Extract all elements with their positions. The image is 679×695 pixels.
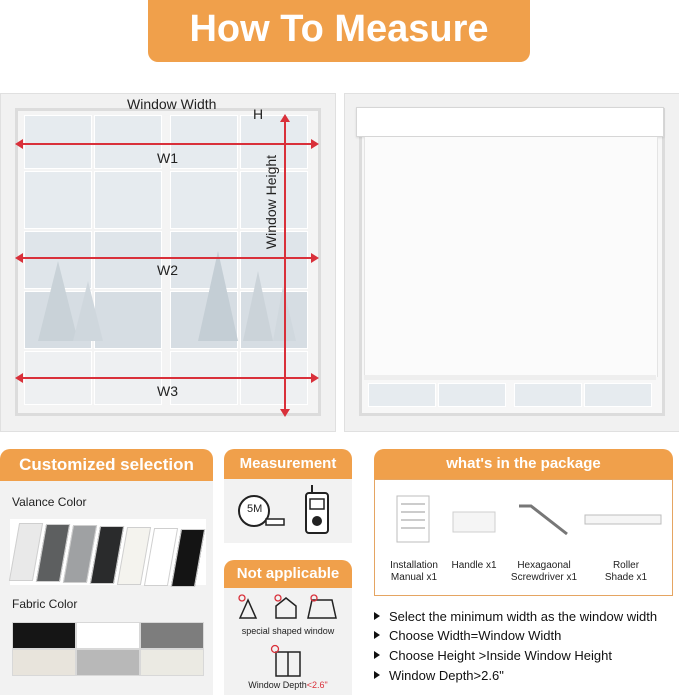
- laser-meter-icon: [304, 483, 330, 537]
- measurement-header: Measurement: [224, 449, 352, 479]
- instruction-2: [374, 628, 561, 643]
- valance-color-samples: [10, 519, 206, 585]
- bullet-arrow-icon: [374, 651, 380, 659]
- window-depth-caption-text: Window Depth: [248, 680, 307, 690]
- window-height-label: Window Height: [263, 154, 279, 250]
- window-diagram-panel: [0, 93, 336, 432]
- w2-line: [21, 257, 311, 259]
- w3-line: [21, 377, 311, 379]
- instruction-4: [374, 668, 504, 683]
- height-top-arrow: [280, 114, 290, 122]
- fabric-color-swatch: [76, 622, 140, 649]
- fabric-color-swatch: [12, 622, 76, 649]
- not-applicable-box: [224, 588, 352, 695]
- w1-label: W1: [157, 150, 178, 166]
- w2-left-arrow: [15, 253, 23, 263]
- instruction-1-text: Select the minimum width as the window width: [389, 609, 658, 624]
- w2-right-arrow: [311, 253, 319, 263]
- handle-icon: [451, 508, 497, 536]
- instruction-3-text: Choose Height >Inside Window Height: [389, 648, 612, 663]
- w1-left-arrow: [15, 139, 23, 149]
- instruction-4-text: Window Depth>2.6": [389, 668, 504, 683]
- shade-window-pane: [438, 383, 506, 407]
- hex-screwdriver-icon: [515, 502, 571, 538]
- package-item-3-line-1: Hexagaonal: [517, 560, 571, 571]
- not-applicable-header: Not applicable: [224, 560, 352, 588]
- fabric-color-samples: [12, 622, 204, 674]
- height-bottom-arrow: [280, 409, 290, 417]
- roller-shade-fabric: [364, 137, 658, 377]
- fabric-color-swatch: [140, 649, 204, 676]
- shade-window-pane: [584, 383, 652, 407]
- instruction-3: [374, 648, 612, 663]
- measurement-box: [224, 479, 352, 543]
- package-item-2: [447, 560, 501, 572]
- fabric-color-swatch: [140, 622, 204, 649]
- w2-label: W2: [157, 262, 178, 278]
- window-pane: [24, 171, 92, 229]
- shaped-window-icons: [236, 594, 340, 622]
- window-pane: [24, 115, 92, 169]
- customized-selection-header: Customized selection: [0, 449, 213, 481]
- customized-selection-box: [0, 481, 213, 695]
- valance-color-label: Valance Color: [12, 495, 87, 509]
- w3-right-arrow: [311, 373, 319, 383]
- bullet-arrow-icon: [374, 631, 380, 639]
- window-pane: [94, 171, 162, 229]
- window-width-label: Window Width: [127, 96, 217, 112]
- fabric-color-label: Fabric Color: [12, 597, 78, 611]
- window-depth-caption: [224, 680, 352, 690]
- shade-bottom-rail: [364, 375, 656, 380]
- height-line: [284, 120, 286, 410]
- roller-shade-panel: [344, 93, 679, 432]
- w1-line: [21, 143, 311, 145]
- package-item-1-line-1: Installation: [390, 560, 438, 571]
- height-marker-label: H: [253, 106, 264, 122]
- package-item-2-line-1: Handle x1: [451, 560, 497, 571]
- package-item-3: [507, 560, 581, 584]
- window-pane: [170, 115, 238, 169]
- page-title: How To Measure: [189, 8, 489, 50]
- instruction-2-text: Choose Width=Window Width: [389, 628, 562, 643]
- instruction-1: [374, 609, 657, 624]
- package-item-3-line-2: Screwdriver x1: [510, 572, 578, 583]
- header-banner: [148, 0, 530, 62]
- window-pane: [170, 171, 238, 229]
- w3-left-arrow: [15, 373, 23, 383]
- fabric-color-swatch: [12, 649, 76, 676]
- bullet-arrow-icon: [374, 671, 380, 679]
- bullet-arrow-icon: [374, 612, 380, 620]
- tape-measure-text: 5M: [247, 503, 263, 515]
- shade-valance: [356, 107, 664, 137]
- shaped-window-caption: special shaped window: [241, 626, 335, 636]
- window-pane: [94, 115, 162, 169]
- w1-right-arrow: [311, 139, 319, 149]
- package-item-1-line-2: Manual x1: [390, 572, 438, 583]
- package-item-4-line-1: Roller: [612, 560, 640, 571]
- shade-window-pane: [514, 383, 582, 407]
- package-box: [374, 479, 673, 596]
- w3-label: W3: [157, 383, 178, 399]
- window-depth-caption-value: <2.6": [306, 680, 328, 690]
- window-depth-icon: [270, 644, 306, 678]
- package-header: what's in the package: [374, 449, 673, 479]
- package-item-4: [591, 560, 661, 584]
- roller-shade-icon: [583, 512, 663, 528]
- fabric-color-swatch: [76, 649, 140, 676]
- shade-window-frame: [359, 108, 665, 416]
- package-item-4-line-2: Shade x1: [604, 572, 648, 583]
- installation-manual-icon: [395, 494, 431, 544]
- shade-window-pane: [368, 383, 436, 407]
- package-item-1: [383, 560, 445, 584]
